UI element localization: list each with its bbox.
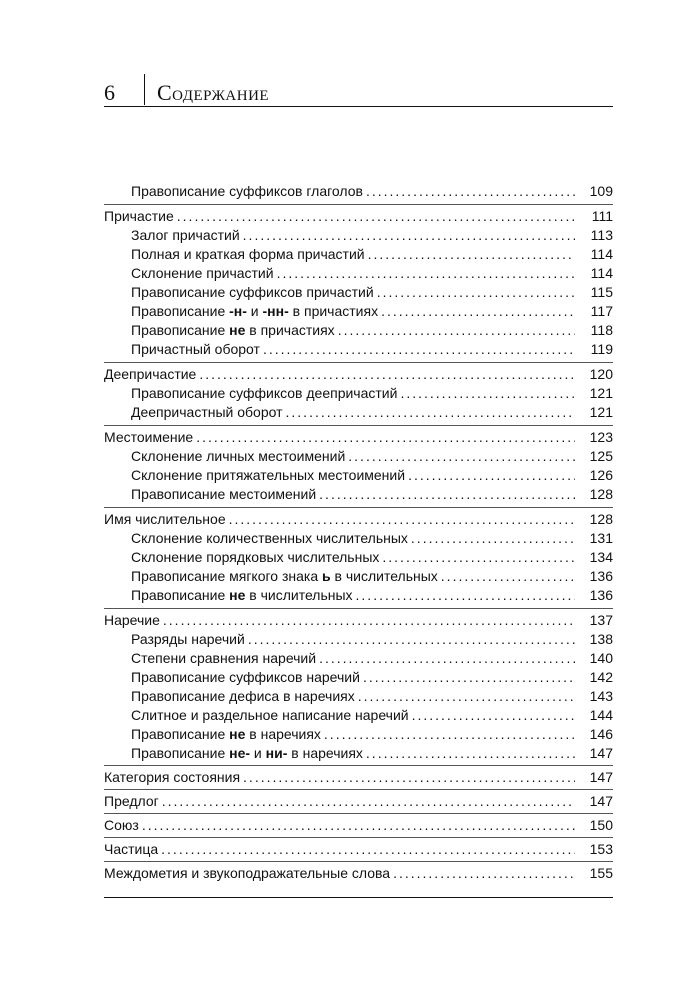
toc-subentry[interactable] — [104, 403, 613, 422]
section-divider — [104, 204, 613, 205]
toc-page-number: 136 — [589, 568, 613, 584]
toc-title-part: Наречие — [104, 612, 160, 628]
toc-title-part: и — [250, 745, 266, 761]
table-of-contents — [104, 182, 613, 883]
toc-title-part: Имя числительное — [104, 511, 226, 527]
toc-subentry[interactable] — [104, 245, 613, 264]
dot-leader — [163, 611, 575, 630]
toc-title-part: Междометия и звукоподражательные слова — [104, 865, 391, 881]
toc-title-part: Залог причастий — [131, 227, 240, 243]
toc-chapter-entry[interactable] — [104, 768, 613, 787]
toc-subentry[interactable] — [104, 340, 613, 359]
toc-title-part: Союз — [104, 817, 139, 833]
section-divider — [104, 362, 613, 363]
toc-page-number: 137 — [589, 612, 613, 628]
toc-title-part: Правописание дефиса в наречиях — [131, 688, 355, 704]
toc-chapter-entry[interactable] — [104, 840, 613, 859]
toc-page-number: 119 — [590, 341, 613, 357]
dot-leader — [263, 340, 575, 359]
toc-entry-title — [131, 548, 379, 567]
toc-page-number: 125 — [589, 448, 613, 464]
toc-entry-title — [131, 245, 365, 264]
toc-page-number: 114 — [590, 265, 613, 281]
toc-entry-title — [104, 611, 160, 630]
toc-page-number: 126 — [589, 467, 613, 483]
dot-leader — [177, 207, 575, 226]
toc-title-part: в числительных — [330, 568, 438, 584]
toc-chapter-entry[interactable] — [104, 816, 613, 835]
toc-entry-title — [104, 816, 139, 835]
toc-title-part: Склонение порядковых числительных — [131, 549, 380, 565]
toc-title-part: Разряды наречий — [131, 631, 245, 647]
toc-title-part: Правописание местоимений — [131, 486, 317, 502]
dot-leader — [199, 365, 575, 384]
toc-entry-title — [131, 567, 438, 586]
header-title: Содержание — [157, 80, 270, 105]
dot-leader — [319, 649, 575, 668]
toc-page-number: 128 — [589, 486, 613, 502]
dot-leader — [248, 630, 575, 649]
toc-title-part: в наречиях — [287, 745, 363, 761]
toc-title-part: Категория состояния — [104, 769, 241, 785]
toc-title-part: Степени сравнения наречий — [131, 650, 317, 666]
toc-entry-title — [104, 768, 240, 787]
toc-title-part: Предлог — [104, 793, 159, 809]
toc-page-number: 120 — [589, 366, 613, 382]
toc-page-number: 128 — [589, 511, 613, 527]
toc-subentry[interactable] — [104, 321, 613, 340]
toc-page-number: 138 — [589, 631, 613, 647]
toc-title-part: Правописание — [131, 322, 230, 338]
toc-entry-title — [131, 302, 378, 321]
toc-subentry[interactable] — [104, 485, 613, 504]
toc-title-bold-part: -н- — [229, 303, 247, 319]
toc-title-part: Слитное и раздельное написание наречий — [131, 707, 409, 723]
toc-title-part: Правописание — [131, 303, 230, 319]
toc-subentry[interactable] — [104, 302, 613, 321]
toc-page-number: 155 — [589, 865, 613, 881]
dot-leader — [377, 283, 575, 302]
dot-leader — [441, 567, 575, 586]
dot-leader — [358, 687, 575, 706]
dot-leader — [408, 466, 575, 485]
section-divider — [104, 765, 613, 766]
dot-leader — [142, 816, 575, 835]
dot-leader — [277, 264, 575, 283]
toc-page-number: 115 — [590, 284, 613, 300]
toc-subentry[interactable] — [104, 586, 613, 605]
toc-title-part: Правописание — [131, 726, 230, 742]
toc-title-part: Деепричастие — [104, 366, 197, 382]
toc-chapter-entry[interactable] — [104, 864, 613, 883]
dot-leader — [363, 668, 575, 687]
toc-subentry[interactable] — [104, 687, 613, 706]
running-header — [104, 74, 613, 108]
toc-chapter-entry[interactable] — [104, 428, 613, 447]
dot-leader — [319, 485, 575, 504]
footer-rule — [104, 897, 613, 898]
toc-entry-title — [104, 365, 196, 384]
section-divider — [104, 425, 613, 426]
toc-subentry[interactable] — [104, 706, 613, 725]
toc-title-bold-part: не- — [229, 745, 251, 761]
toc-page-number: 113 — [590, 227, 613, 243]
toc-page-number: 143 — [589, 688, 613, 704]
toc-entry-title — [131, 466, 405, 485]
toc-entry-title — [131, 649, 316, 668]
toc-title-part: в числительных — [245, 587, 353, 603]
toc-page-number: 150 — [589, 817, 613, 833]
toc-entry-title — [131, 744, 363, 763]
toc-title-part: в причастиях — [245, 322, 335, 338]
toc-title-part: Правописание — [131, 745, 230, 761]
dot-leader — [400, 384, 575, 403]
toc-entry-title — [131, 687, 355, 706]
toc-title-part: Причастный оборот — [131, 341, 260, 357]
toc-title-part: Правописание мягкого знака — [131, 568, 323, 584]
toc-entry-title — [131, 447, 345, 466]
toc-subentry[interactable] — [104, 466, 613, 485]
toc-entry-title — [131, 706, 409, 725]
section-divider — [104, 789, 613, 790]
dot-leader — [412, 706, 575, 725]
toc-subentry[interactable] — [104, 283, 613, 302]
toc-entry-title — [131, 321, 335, 340]
dot-leader — [196, 428, 575, 447]
section-divider — [104, 861, 613, 862]
toc-subentry[interactable] — [104, 447, 613, 466]
toc-entry-title — [131, 668, 360, 687]
toc-subentry[interactable] — [104, 725, 613, 744]
section-divider — [104, 837, 613, 838]
toc-chapter-entry[interactable] — [104, 510, 613, 529]
dot-leader — [286, 403, 575, 422]
toc-page-number: 147 — [589, 745, 613, 761]
toc-entry-title — [131, 529, 408, 548]
toc-title-part: Правописание суффиксов наречий — [131, 669, 360, 685]
toc-subentry[interactable] — [104, 182, 613, 201]
toc-subentry[interactable] — [104, 384, 613, 403]
toc-title-part: Деепричастный оборот — [131, 404, 283, 420]
toc-page-number: 136 — [589, 587, 613, 603]
toc-title-bold-part: не — [229, 726, 246, 742]
toc-title-part: в наречиях — [245, 726, 321, 742]
dot-leader — [338, 321, 575, 340]
toc-title-part: Причастие — [104, 208, 174, 224]
toc-chapter-entry[interactable] — [104, 365, 613, 384]
toc-entry-title — [131, 485, 316, 504]
toc-entry-title — [131, 384, 397, 403]
dot-leader — [243, 768, 575, 787]
toc-entry-title — [104, 840, 158, 859]
toc-page-number: 153 — [589, 841, 613, 857]
toc-page-number: 140 — [589, 650, 613, 666]
section-divider — [104, 608, 613, 609]
toc-title-part: Склонение личных местоимений — [131, 448, 346, 464]
toc-title-part: и — [246, 303, 263, 319]
toc-page-number: 117 — [590, 303, 613, 319]
toc-chapter-entry[interactable] — [104, 792, 613, 811]
dot-leader — [348, 447, 575, 466]
toc-page-number: 134 — [589, 549, 613, 565]
toc-entry-title — [104, 792, 159, 811]
toc-page-number: 131 — [589, 530, 613, 546]
toc-title-part: Склонение притяжательных местоимений — [131, 467, 406, 483]
header-divider — [144, 74, 145, 105]
dot-leader — [381, 302, 575, 321]
toc-page-number: 144 — [589, 707, 613, 723]
toc-page-number: 121 — [589, 404, 613, 420]
dot-leader — [382, 548, 575, 567]
toc-entry-title — [131, 226, 240, 245]
section-divider — [104, 813, 613, 814]
toc-title-part: Правописание суффиксов причастий — [131, 284, 374, 300]
toc-entry-title — [104, 207, 174, 226]
dot-leader — [229, 510, 575, 529]
toc-subentry[interactable] — [104, 744, 613, 763]
toc-page-number: 123 — [589, 429, 613, 445]
toc-title-part: Частица — [104, 841, 159, 857]
toc-page-number: 146 — [589, 726, 613, 742]
toc-entry-title — [104, 510, 226, 529]
toc-title-part: Полная и краткая форма причастий — [131, 246, 365, 262]
page-number: 6 — [104, 80, 115, 105]
toc-page-number: 111 — [591, 208, 613, 224]
toc-entry-title — [104, 864, 390, 883]
toc-subentry[interactable] — [104, 630, 613, 649]
toc-title-bold-part: не — [229, 322, 246, 338]
toc-page-number: 118 — [590, 322, 613, 338]
toc-page-number: 109 — [589, 183, 613, 199]
dot-leader — [368, 245, 575, 264]
dot-leader — [161, 840, 575, 859]
toc-entry-title — [131, 630, 245, 649]
toc-page-number: 147 — [589, 793, 613, 809]
toc-title-part: Склонение причастий — [131, 265, 274, 281]
toc-title-bold-part: ни- — [265, 745, 288, 761]
dot-leader — [324, 725, 575, 744]
toc-subentry[interactable] — [104, 264, 613, 283]
toc-entry-title — [131, 340, 260, 359]
toc-subentry[interactable] — [104, 668, 613, 687]
toc-title-part: Склонение количественных числительных — [131, 530, 408, 546]
toc-chapter-entry[interactable] — [104, 611, 613, 630]
toc-entry-title — [131, 182, 363, 201]
toc-title-part: в причастиях — [288, 303, 379, 319]
dot-leader — [356, 586, 575, 605]
toc-title-part: Местоимение — [104, 429, 194, 445]
header-rule — [104, 106, 613, 107]
toc-entry-title — [131, 403, 283, 422]
dot-leader — [243, 226, 575, 245]
toc-title-bold-part: -нн- — [262, 303, 289, 319]
dot-leader — [411, 529, 575, 548]
toc-entry-title — [131, 586, 353, 605]
section-divider — [104, 507, 613, 508]
dot-leader — [162, 792, 575, 811]
toc-title-part: Правописание суффиксов глаголов — [131, 183, 363, 199]
toc-entry-title — [131, 264, 274, 283]
toc-chapter-entry[interactable] — [104, 207, 613, 226]
dot-leader — [366, 182, 575, 201]
toc-page-number: 121 — [589, 385, 613, 401]
toc-entry-title — [131, 725, 321, 744]
toc-subentry[interactable] — [104, 226, 613, 245]
toc-entry-title — [104, 428, 193, 447]
toc-subentry[interactable] — [104, 649, 613, 668]
toc-page-number: 142 — [589, 669, 613, 685]
dot-leader — [366, 744, 575, 763]
toc-title-part: Правописание — [131, 587, 230, 603]
toc-subentry[interactable] — [104, 567, 613, 586]
toc-entry-title — [131, 283, 374, 302]
toc-title-part: Правописание суффиксов деепричастий — [131, 385, 398, 401]
toc-title-bold-part: ь — [322, 568, 331, 584]
dot-leader — [393, 864, 575, 883]
toc-page-number: 114 — [590, 246, 613, 262]
toc-subentry[interactable] — [104, 548, 613, 567]
toc-page-number: 147 — [589, 769, 613, 785]
toc-subentry[interactable] — [104, 529, 613, 548]
toc-title-bold-part: не — [229, 587, 246, 603]
